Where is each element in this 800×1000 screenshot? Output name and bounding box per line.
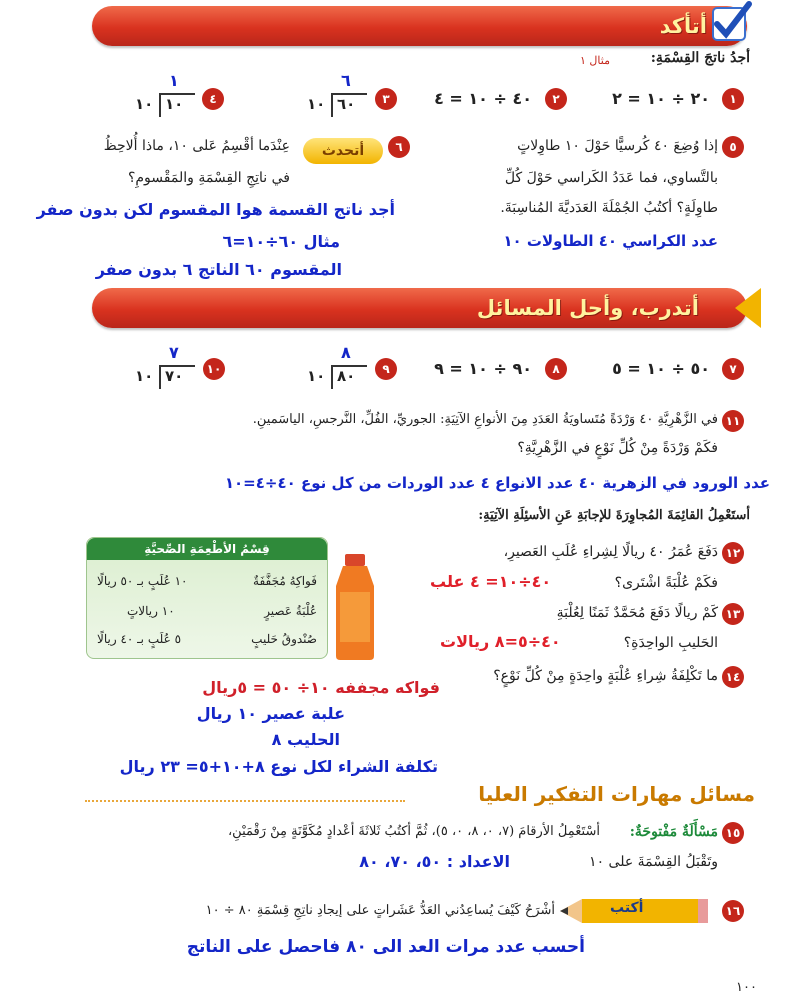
check-instruction: أجدُ ناتجَ القِسْمَةِ: <box>650 50 750 66</box>
q2-expression: ٤٠ ÷ ١٠ = ٤ <box>434 89 532 108</box>
question-number: ٣ <box>375 88 397 110</box>
long-division-q4 <box>135 71 199 117</box>
q5-line2: بالتَّساوي، فما عَدَدُ الكَراسي حَوْلَ كُلِّ <box>504 170 718 186</box>
table-row-item: عُلْبَةُ عَصيرٍ <box>264 604 317 618</box>
q7-expression: ٥٠ ÷ ١٠ = ٥ <box>612 359 710 378</box>
q15-label: مَسْأَلَةٌ مَفْتوحَةٌ: <box>629 824 718 840</box>
q9-divisor: ١٠ <box>307 367 326 385</box>
q6-answer1: أجد ناتج القسمة هوا المقسوم لكن بدون صفر <box>36 200 395 219</box>
q6-answer3: المقسوم ٦٠ الناتج ٦ بدون صفر <box>95 260 342 279</box>
q11-line1: في الزَّهْرِيَّةِ ٤٠ وَرْدَةً مُتَساويَةُ العَدَدِ مِنَ الأنواعِ الآتِيَةِ: الجوريِّ، الفُلِّ، النَّرجسِ، الياسَمينِ. <box>252 412 718 427</box>
long-division-q9 <box>307 343 371 389</box>
q11-line2: فكَمْ وَرْدَةً مِنْ كُلِّ نَوْعٍ في الزَّهْرِيَّةِ؟ <box>517 440 718 456</box>
q4-quotient: ١ <box>169 71 179 90</box>
question-number: ١٦ <box>722 900 744 922</box>
question-number: ٧ <box>722 358 744 380</box>
talk-bubble-tag: أتحدث <box>303 138 383 164</box>
q15-line1: أسْتَعْمِلُ الأرقامَ (٧، ٠، ٨، ٠، ٥)، ثُمَّ أكتُبُ ثَلاثَةَ أعْدادٍ مُكَوَّنَةٍ مِنْ رَقْمَيْنِ، <box>227 824 600 839</box>
question-number: ١٢ <box>722 542 744 564</box>
question-number: ٦ <box>388 136 410 158</box>
q3-quotient: ٦ <box>341 71 351 90</box>
q3-divisor: ١٠ <box>307 95 326 113</box>
table-row-price: ١٠ ريالاتٍ <box>127 604 175 618</box>
q13-answer: ٤٠÷٥=٨ ريالات <box>440 632 561 651</box>
q4-dividend: ١٠ <box>165 95 184 113</box>
q13-line2: الحَليبِ الواحِدَةِ؟ <box>623 635 718 651</box>
table-row-item: صُنْدوقُ حَليبٍ <box>251 632 317 646</box>
q10-divisor: ١٠ <box>135 367 154 385</box>
q11-answer: عدد الورود في الزهرية ٤٠ عدد الانواع ٤ عدد الوردات من كل نوع ٤٠÷٤=١٠ <box>224 474 770 492</box>
q10-quotient: ٧ <box>169 343 179 362</box>
q9-dividend: ٨٠ <box>337 367 356 385</box>
q14-answer4: تكلفة الشراء لكل نوع ٨+١٠+٥= ٢٣ ريال <box>119 757 438 776</box>
juice-bottle-image <box>330 552 380 662</box>
q16-answer: أحسب عدد مرات العد الى ٨٠ فاحصل على الناتج <box>186 937 585 957</box>
dotted-divider <box>85 800 405 802</box>
question-number: ٢ <box>545 88 567 110</box>
checkmark-icon <box>705 0 753 48</box>
q5-line3: طاوِلَةٍ؟ أكتُبُ الجُمْلَةَ العَدَديَّةَ المُناسِبَةَ. <box>500 200 718 216</box>
q9-quotient: ٨ <box>341 343 351 362</box>
question-number: ٥ <box>722 136 744 158</box>
example-ref: مثال ١ <box>580 54 610 67</box>
q6-line2: في ناتِجِ القِسْمَةِ والمَقْسومِ؟ <box>127 170 290 186</box>
q15-answer: الاعداد : ٥٠، ٧٠، ٨٠ <box>359 852 510 871</box>
q16-line1: أشْرَحُ كَيْفَ يُساعِدُني العَدُّ عَشَراتٍ على إيجادِ ناتِجِ قِسْمَةِ ٨٠ ÷ ١٠ <box>205 903 555 918</box>
table-row-price: ١٠ عُلَبٍ بـ ٥٠ ريالًا <box>97 574 188 588</box>
table-row-item: فَواكِهُ مُجَفَّفَةٌ <box>253 574 317 588</box>
healthy-food-table <box>86 537 328 659</box>
q12-line1: دَفَعَ عُمَرُ ٤٠ ريالًا لِشِراءِ عُلَبِ العَصيرِ، <box>503 544 718 560</box>
question-number: ١٠ <box>203 358 225 380</box>
q14-answer1: فواكه مجففه ١٠÷ ٥٠ = ٥ريال <box>202 678 440 697</box>
q8-expression: ٩٠ ÷ ١٠ = ٩ <box>434 359 532 378</box>
question-number: ١٥ <box>722 822 744 844</box>
q13-line1: كَمْ ريالًا دَفَعَ مُحَمَّدٌ ثَمَنًا لِعُلْبَةِ <box>556 605 718 621</box>
q4-divisor: ١٠ <box>135 95 154 113</box>
write-tag: أكتب <box>610 900 644 916</box>
banner-practice-title: أتدرب، وأحل المسائل <box>476 296 699 320</box>
page-number: ١٠٠ <box>736 980 757 995</box>
banner-check-title: أتأكد <box>659 14 707 38</box>
question-number: ٨ <box>545 358 567 380</box>
question-number: ٤ <box>202 88 224 110</box>
question-number: ٩ <box>375 358 397 380</box>
question-number: ١ <box>722 88 744 110</box>
q6-line1: عِنْدَما أقْسِمُ عَلى ١٠، ماذا أُلاحِظُ <box>103 138 290 154</box>
q1-expression: ٢٠ ÷ ١٠ = ٢ <box>612 89 710 108</box>
q12-line2: فكَمْ عُلْبَةً اشْتَرى؟ <box>614 575 718 591</box>
q5-answer: عدد الكراسي ٤٠ الطاولات ١٠ <box>503 232 718 250</box>
arrow-icon <box>735 288 761 328</box>
table-instruction: أستَعْمِلُ القائِمَةَ المُجاوِرَةَ للإجابَةِ عَنِ الأسئِلَةِ الآتِيَةِ: <box>478 508 750 523</box>
q14-answer3: الحليب ٨ <box>271 730 340 749</box>
banner-practice <box>92 288 747 328</box>
table-row-price: ٥ عُلَبٍ بـ ٤٠ ريالًا <box>97 632 182 646</box>
q14-answer2: علبة عصير ١٠ ريال <box>196 704 345 723</box>
question-number: ١١ <box>722 410 744 432</box>
q6-answer2: مثال ٦٠÷١٠=٦ <box>222 232 340 251</box>
q10-dividend: ٧٠ <box>165 367 184 385</box>
q3-dividend: ٦٠ <box>337 95 356 113</box>
q15-line2: وتَقْبَلُ القِسْمَةَ على ١٠ <box>589 854 718 870</box>
long-division-q10 <box>135 343 199 389</box>
banner-check <box>92 6 747 46</box>
q12-answer: ٤٠÷١٠= ٤ علب <box>430 572 552 591</box>
hots-title: مسائل مهارات التفكير العليا <box>478 782 755 806</box>
healthy-food-title: قِسْمُ الأطْعِمَةِ الصِّحيَّةِ <box>87 538 327 560</box>
question-number: ١٤ <box>722 666 744 688</box>
q5-line1: إذا وُضِعَ ٤٠ كُرسيًّا حَوْلَ ١٠ طاوِلاتٍ <box>517 138 718 154</box>
q14-line1: ما تَكْلِفَةُ شِراءِ عُلْبَةٍ واحِدَةٍ مِنْ كُلِّ نَوْعٍ؟ <box>493 668 718 684</box>
question-number: ١٣ <box>722 603 744 625</box>
long-division-q3 <box>307 71 371 117</box>
